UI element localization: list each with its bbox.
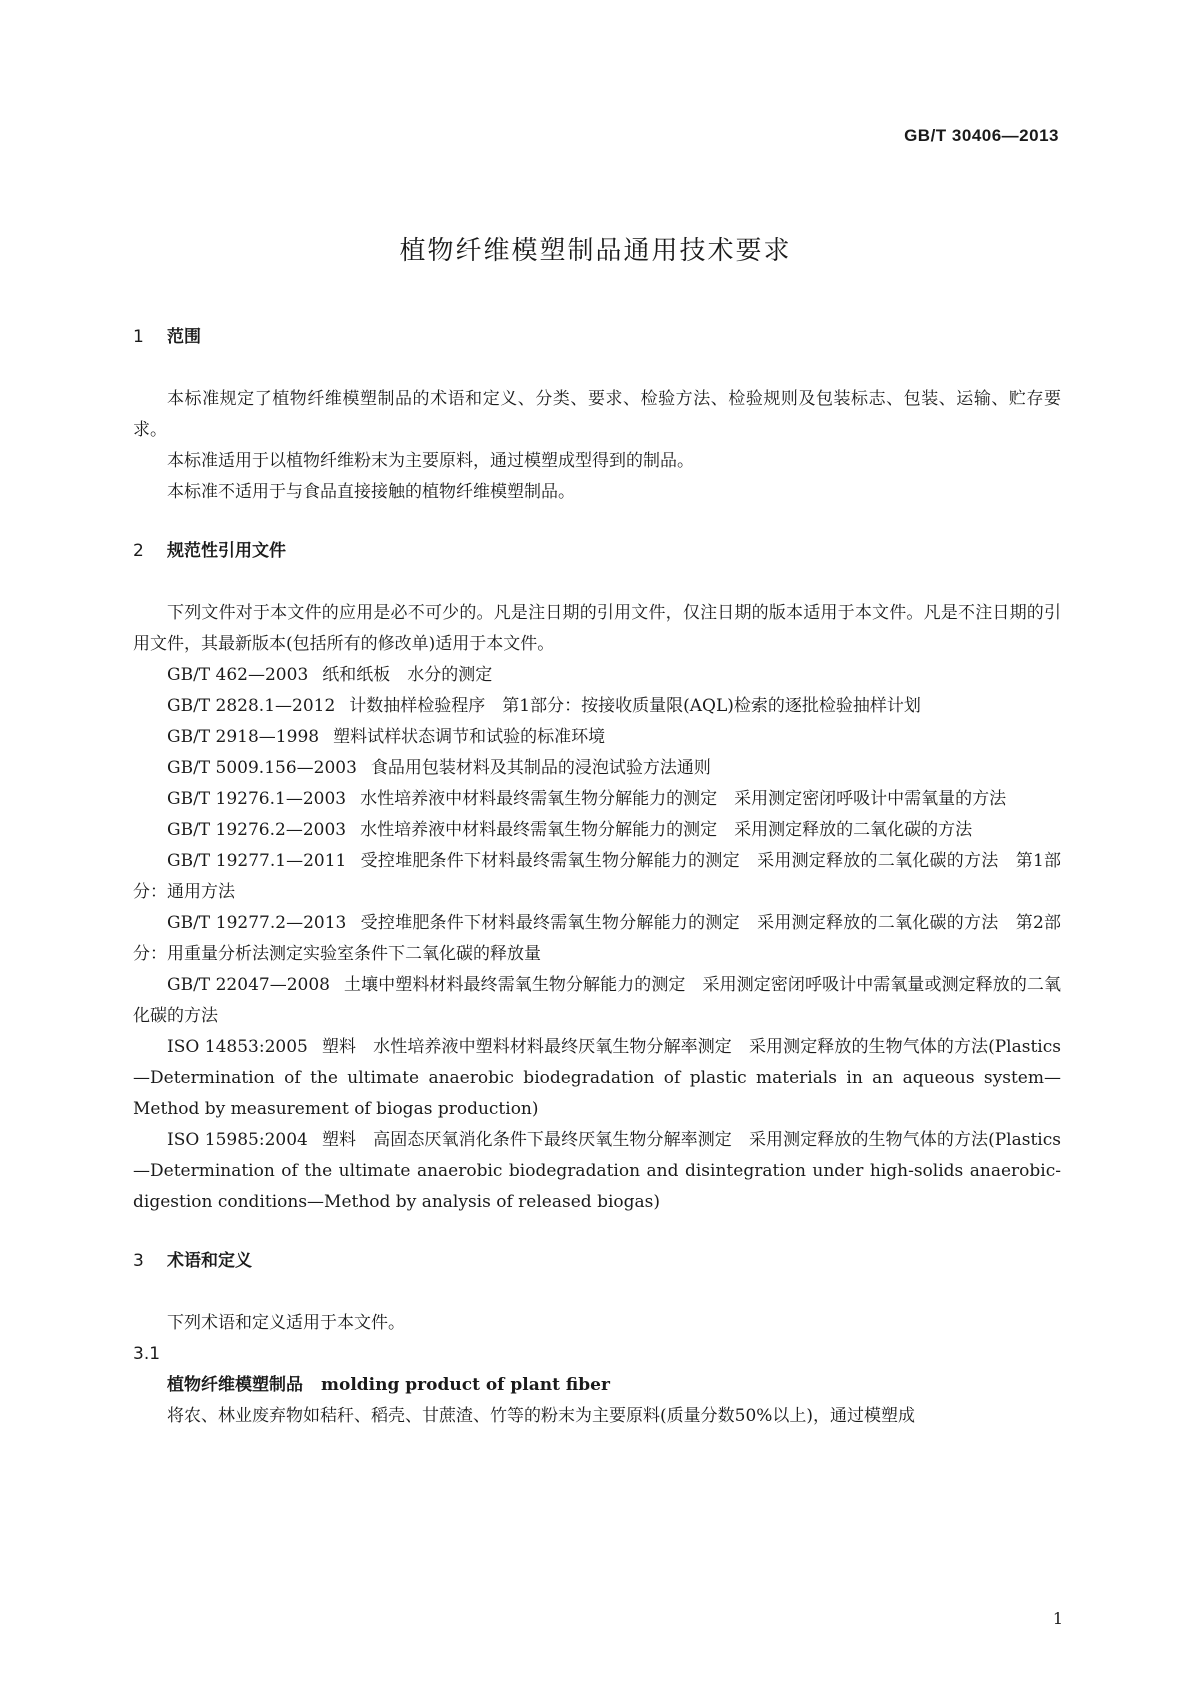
reference-item bbox=[133, 970, 1061, 1032]
reference-code: GB/T 19276.2—2003 bbox=[167, 820, 347, 840]
section-number: 2 bbox=[133, 541, 144, 561]
term-english: molding product of plant fiber bbox=[321, 1375, 610, 1395]
paragraph: 下列术语和定义适用于本文件。 bbox=[167, 1313, 405, 1333]
reference-item bbox=[133, 753, 1061, 784]
reference-code: GB/T 2918—1998 bbox=[167, 727, 320, 747]
paragraph: 下列文件对于本文件的应用是必不可少的。凡是注日期的引用文件，仅注日期的版本适用于本文件。凡是不注日期的引用文件，其最新版本(包括所有的修改单)适用于本文件。 bbox=[133, 603, 1061, 654]
reference-title: 塑料 高固态厌氧消化条件下最终厌氧生物分解率测定 采用测定释放的生物气体的方法(Plastics—Determination of the ultimate anaerobic biodegradation and disintegration under high-solids anaerobic-digestion conditions—Method by analysis of released biogas) bbox=[133, 1130, 1061, 1212]
paragraph: 本标准规定了植物纤维模塑制品的术语和定义、分类、要求、检验方法、检验规则及包装标志、包装、运输、贮存要求。 bbox=[133, 389, 1061, 440]
reference-code: ISO 15985:2004 bbox=[167, 1130, 308, 1150]
reference-title: 塑料 水性培养液中塑料材料最终厌氧生物分解率测定 采用测定释放的生物气体的方法(Plastics—Determination of the ultimate anaerobic biodegradation of plastic materials in an aqueous system—Method by measurement of biogas production) bbox=[133, 1037, 1061, 1119]
reference-code: GB/T 19277.2—2013 bbox=[167, 913, 347, 933]
reference-code: GB/T 5009.156—2003 bbox=[167, 758, 357, 778]
section-number: 1 bbox=[133, 327, 144, 347]
reference-item bbox=[133, 722, 1061, 753]
reference-code: GB/T 19277.1—2011 bbox=[167, 851, 347, 871]
term-entry bbox=[133, 1370, 1061, 1401]
page-number: 1 bbox=[1052, 1609, 1063, 1628]
reference-title: 受控堆肥条件下材料最终需氧生物分解能力的测定 采用测定释放的二氧化碳的方法 第1部分：通用方法 bbox=[133, 851, 1061, 902]
document-code: GB/T 30406—2013 bbox=[904, 126, 1059, 145]
paragraph: 本标准不适用于与食品直接接触的植物纤维模塑制品。 bbox=[167, 482, 575, 502]
reference-item bbox=[133, 1125, 1061, 1218]
reference-item bbox=[133, 846, 1061, 908]
document-title: 植物纤维模塑制品通用技术要求 bbox=[399, 236, 792, 266]
reference-title: 计数抽样检验程序 第1部分：按接收质量限(AQL)检索的逐批检验抽样计划 bbox=[349, 696, 921, 716]
reference-item bbox=[133, 1032, 1061, 1125]
section-title: 术语和定义 bbox=[167, 1251, 252, 1271]
reference-code: GB/T 19276.1—2003 bbox=[167, 789, 347, 809]
reference-item bbox=[133, 660, 1061, 691]
paragraph: 本标准适用于以植物纤维粉末为主要原料，通过模塑成型得到的制品。 bbox=[167, 451, 694, 471]
reference-code: GB/T 22047—2008 bbox=[167, 975, 330, 995]
reference-code: GB/T 462—2003 bbox=[167, 665, 309, 685]
reference-title: 纸和纸板 水分的测定 bbox=[322, 665, 493, 685]
reference-code: ISO 14853:2005 bbox=[167, 1037, 308, 1057]
reference-title: 塑料试样状态调节和试验的标准环境 bbox=[333, 727, 606, 747]
reference-title: 水性培养液中材料最终需氧生物分解能力的测定 采用测定密闭呼吸计中需氧量的方法 bbox=[360, 789, 1007, 809]
reference-title: 受控堆肥条件下材料最终需氧生物分解能力的测定 采用测定释放的二氧化碳的方法 第2部分：用重量分析法测定实验室条件下二氧化碳的释放量 bbox=[133, 913, 1061, 964]
reference-item bbox=[133, 784, 1061, 815]
term-definition: 将农、林业废弃物如秸秆、稻壳、甘蔗渣、竹等的粉末为主要原料(质量分数50%以上)，通过模塑成 bbox=[167, 1406, 916, 1426]
reference-title: 土壤中塑料材料最终需氧生物分解能力的测定 采用测定密闭呼吸计中需氧量或测定释放的二氧化碳的方法 bbox=[133, 975, 1062, 1026]
section-heading-scope bbox=[133, 322, 1061, 353]
term-chinese: 植物纤维模塑制品 bbox=[167, 1375, 303, 1395]
section-number: 3 bbox=[133, 1251, 144, 1271]
reference-title: 水性培养液中材料最终需氧生物分解能力的测定 采用测定释放的二氧化碳的方法 bbox=[360, 820, 973, 840]
reference-code: GB/T 2828.1—2012 bbox=[167, 696, 336, 716]
section-heading-normative-references bbox=[133, 536, 1061, 567]
document-body bbox=[133, 322, 1061, 1432]
section-heading-terms-definitions bbox=[133, 1246, 1061, 1277]
reference-item bbox=[133, 691, 1061, 722]
section-title: 规范性引用文件 bbox=[167, 541, 286, 561]
clause-number: 3.1 bbox=[133, 1344, 161, 1364]
reference-title: 食品用包装材料及其制品的浸泡试验方法通则 bbox=[370, 758, 711, 778]
section-title: 范围 bbox=[167, 327, 201, 347]
reference-item bbox=[133, 815, 1061, 846]
reference-item bbox=[133, 908, 1061, 970]
